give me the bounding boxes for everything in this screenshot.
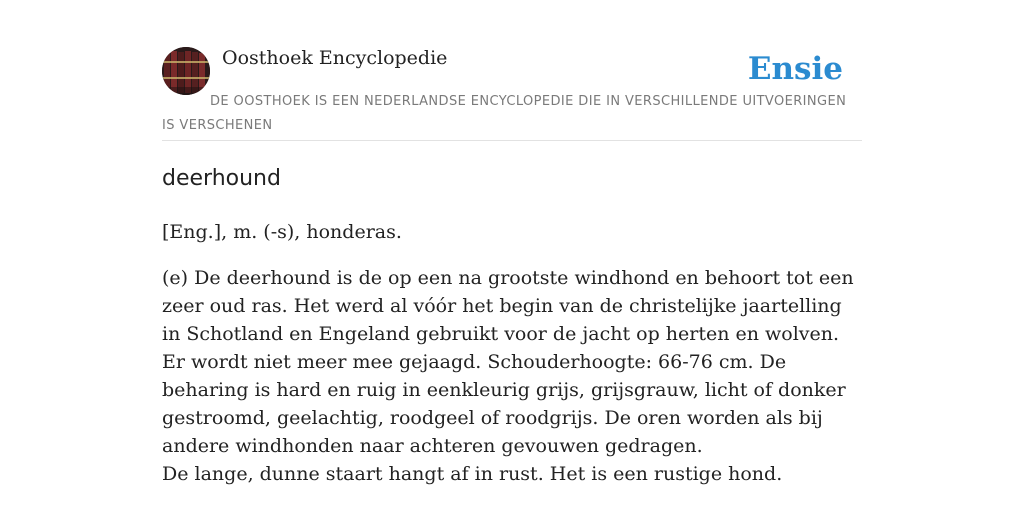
- source-header: [162, 46, 862, 141]
- book-spines-icon: [162, 47, 210, 95]
- entry-container: [162, 46, 862, 485]
- brand-logo[interactable]: Ensie: [747, 51, 843, 87]
- source-description: DE OOSTHOEK IS EEN NEDERLANDSE ENCYCLOPEDIE DIE IN VERSCHILLENDE UITVOERINGEN IS VERSCHENEN: [162, 94, 847, 133]
- entry-paragraph: (e) De deerhound is de op een na grootste windhond en behoort tot een zeer oud ras. Het werd al vóór het begin van de christelijke jaartelling in Schotland en Engeland gebruikt voor de jacht op herten en wolven. Er wordt niet meer mee gejaagd. Schouderhoogte: 66-76 cm. De beharing is hard en ruig in eenkleurig grijs, grijsgrauw, licht of donker gestroomd, geelachtig, roodgeel of roodgrijs. De oren worden als bij andere windhonden naar achteren gevouwen gedragen.: [162, 267, 854, 457]
- entry-definition: [Eng.], m. (-s), honderas.: [162, 221, 402, 243]
- source-avatar[interactable]: [162, 47, 210, 95]
- entry-term: deerhound: [162, 166, 281, 191]
- source-name[interactable]: Oosthoek Encyclopedie: [222, 47, 448, 69]
- entry-paragraph: De lange, dunne staart hangt af in rust. Het is een rustige hond.: [162, 463, 783, 485]
